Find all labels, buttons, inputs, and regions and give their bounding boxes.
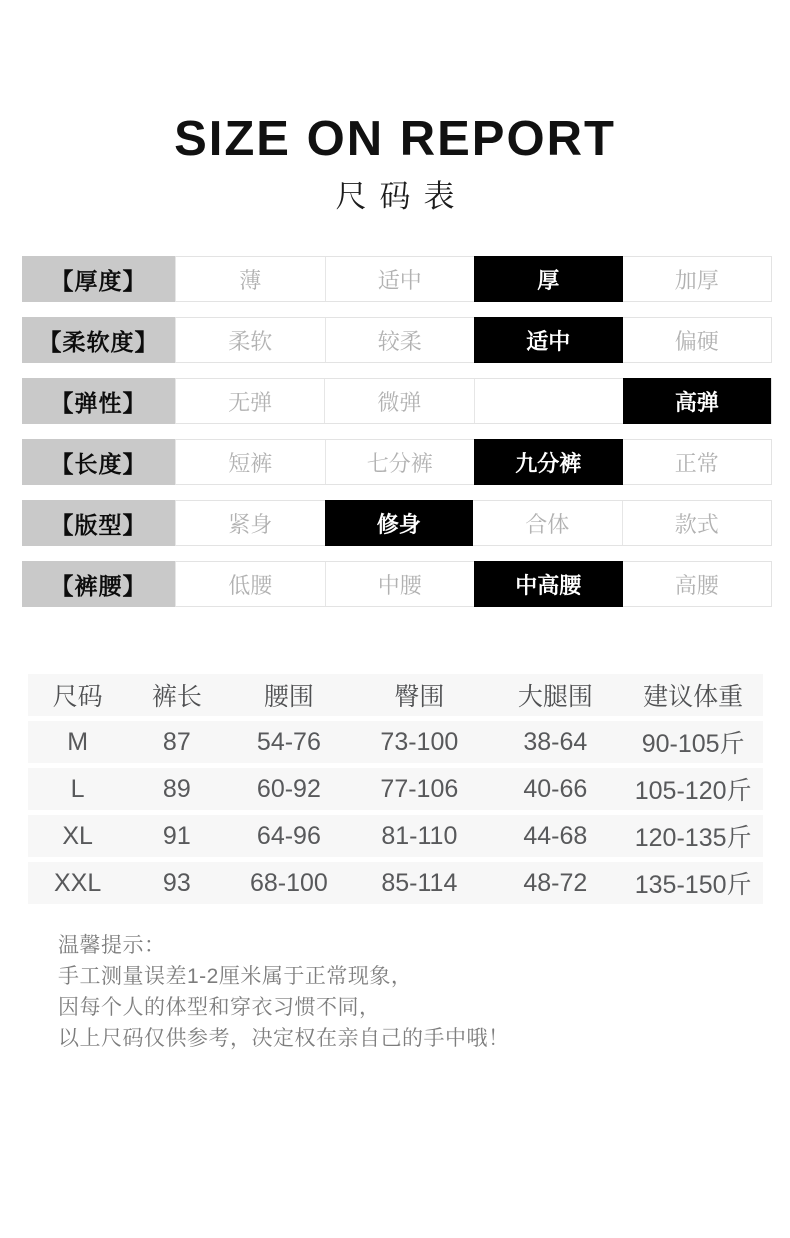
size-table-header-cell: 裤长 (151, 683, 202, 711)
attribute-rows-section (22, 256, 772, 607)
attribute-label: 【版型】 (22, 500, 175, 546)
attribute-option: 无弹 (175, 379, 324, 423)
attribute-option: 薄 (175, 257, 325, 301)
attribute-option: 较柔 (325, 318, 475, 362)
attribute-option-selected: 修身 (325, 500, 474, 546)
attribute-option-selected: 九分裤 (474, 439, 623, 485)
notes-title: 温馨提示： (58, 934, 166, 957)
attribute-option-selected: 中高腰 (474, 561, 623, 607)
size-table-header-cell: 臀围 (394, 683, 445, 711)
size-table-cell: 60-92 (256, 774, 321, 803)
size-table-header-row (28, 674, 763, 716)
attribute-option: 偏硬 (623, 318, 772, 362)
attribute-option: 微弹 (324, 379, 473, 423)
note-line: 因每个人的体型和穿衣习惯不同， (58, 996, 381, 1019)
size-table-cell: 54-76 (256, 727, 321, 756)
size-table-cell: 44-68 (523, 821, 588, 850)
attribute-row (22, 256, 772, 302)
attribute-option: 高腰 (623, 562, 772, 606)
size-table-cell: 105-120斤 (634, 777, 752, 805)
attribute-option: 正常 (623, 440, 772, 484)
attribute-option (474, 379, 623, 423)
attribute-label: 【长度】 (22, 439, 175, 485)
size-table-cell: 89 (162, 774, 191, 803)
size-table-cell: 64-96 (256, 821, 321, 850)
attribute-label: 【厚度】 (22, 256, 175, 302)
size-table-cell: L (70, 774, 85, 803)
size-table-row (28, 862, 763, 904)
attribute-option-selected: 高弹 (623, 378, 771, 424)
attribute-row (22, 378, 772, 424)
size-table-row (28, 721, 763, 763)
size-table-cell: XL (62, 821, 93, 850)
notes-lines (58, 961, 790, 1054)
note-line: 以上尺码仅供参考，决定权在亲自己的手中哦！ (58, 1027, 510, 1050)
attribute-label: 【裤腰】 (22, 561, 175, 607)
attribute-option: 紧身 (175, 501, 325, 545)
size-table-cell: 68-100 (249, 868, 328, 897)
size-table-cell: 48-72 (523, 868, 588, 897)
attribute-option: 柔软 (175, 318, 325, 362)
size-table-cell: XXL (53, 868, 102, 897)
size-table-cell: 85-114 (381, 868, 458, 897)
size-table-cell: 81-110 (381, 821, 458, 850)
size-table-cell: 77-106 (380, 774, 459, 803)
size-table-header-cell: 建议体重 (643, 683, 744, 711)
size-table-row (28, 768, 763, 810)
attribute-option-selected: 厚 (474, 256, 623, 302)
size-table-header-cell: 腰围 (263, 683, 314, 711)
attribute-option: 七分裤 (325, 440, 475, 484)
attribute-option: 低腰 (175, 562, 325, 606)
size-table-cell: 135-150斤 (634, 871, 752, 899)
size-table-cell: 73-100 (380, 727, 459, 756)
page-subtitle: 尺码表 (335, 179, 468, 214)
attribute-row (22, 500, 772, 546)
attribute-option: 短裤 (175, 440, 325, 484)
size-table-cell: 87 (162, 727, 191, 756)
attribute-label: 【弹性】 (22, 378, 175, 424)
attribute-row (22, 439, 772, 485)
attribute-option-selected: 适中 (474, 317, 623, 363)
attribute-option: 适中 (325, 257, 475, 301)
attribute-option: 中腰 (325, 562, 475, 606)
size-table-cell: M (67, 727, 89, 756)
size-table-cell: 90-105斤 (641, 730, 745, 758)
size-chart-page (0, 112, 790, 1054)
size-table-cell: 120-135斤 (634, 824, 752, 852)
notes-section (58, 930, 790, 1054)
size-table-row (28, 815, 763, 857)
attribute-option: 加厚 (623, 257, 772, 301)
size-table-cell: 93 (162, 868, 191, 897)
attribute-row (22, 317, 772, 363)
size-table-header-cell: 大腿围 (517, 683, 593, 711)
attribute-option: 合体 (473, 501, 622, 545)
attribute-row (22, 561, 772, 607)
size-table-cell: 40-66 (523, 774, 588, 803)
size-table-cell: 91 (162, 821, 191, 850)
attribute-option: 款式 (622, 501, 772, 545)
note-line: 手工测量误差1-2厘米属于正常现象， (58, 965, 413, 988)
size-table-cell: 38-64 (523, 727, 588, 756)
size-table (28, 674, 763, 904)
page-title: SIZE ON REPORT (174, 112, 616, 166)
size-table-header-cell: 尺码 (52, 683, 103, 711)
attribute-label: 【柔软度】 (22, 317, 175, 363)
